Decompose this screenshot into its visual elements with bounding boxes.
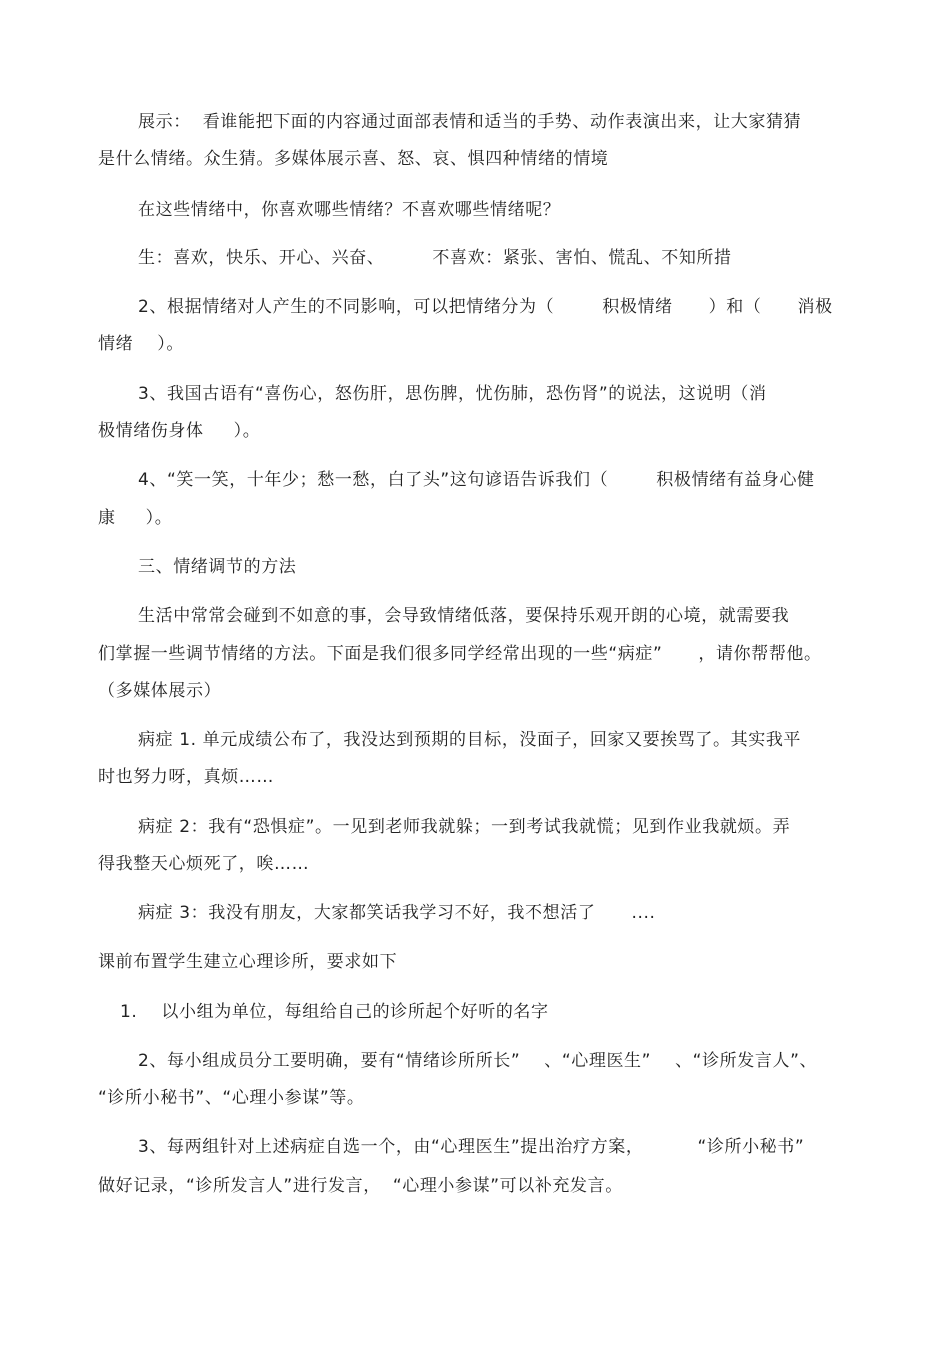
text-line-8: 极情绪伤身体 ）。 (98, 421, 261, 441)
text-line-19: 病症 3：我没有朋友，大家都笑话我学习不好，我不想活了 .... (138, 903, 656, 923)
text-line-16: 时也努力呀，真烦…… (98, 767, 274, 787)
text-line-1: 展示： 看谁能把下面的内容通过面部表情和适当的手势、动作表演出来，让大家猜猜 (138, 112, 802, 132)
text-line-15: 病症 1. 单元成绩公布了，我没达到预期的目标，没面子，回家又要挨骂了。其实我平 (138, 730, 802, 750)
text-line-6: 情绪 ）。 (98, 334, 184, 354)
text-line-22: 2、每小组成员分工要明确，要有“情绪诊所所长” 、“心理医生” 、“诊所发言人”、 (138, 1051, 818, 1071)
text-line-24: 3、每两组针对上述病症自选一个，由“心理医生”提出治疗方案， “诊所小秘书” (138, 1137, 805, 1157)
text-line-5: 2、根据情绪对人产生的不同影响，可以把情绪分为（ 积极情绪 ）和（ 消极 (138, 297, 833, 317)
text-line-10: 康 ）。 (98, 508, 173, 528)
text-line-7: 3、我国古语有“喜伤心，怒伤肝，思伤脾，忧伤肺，恐伤肾”的说法，这说明（消 (138, 384, 767, 404)
text-line-25: 做好记录，“诊所发言人”进行发言， “心理小参谋”可以补充发言。 (98, 1176, 623, 1196)
text-line-2: 是什么情绪。众生猜。多媒体展示喜、怒、哀、惧四种情绪的情境 (98, 149, 609, 169)
text-line-18: 得我整天心烦死了，唉…… (98, 854, 310, 874)
text-line-17: 病症 2：我有“恐惧症”。一见到老师我就躲；一到考试我就慌；见到作业我就烦。弄 (138, 817, 791, 837)
section-heading: 三、情绪调节的方法 (138, 557, 297, 577)
text-line-23: “诊所小秘书”、“心理小参谋”等。 (98, 1088, 365, 1108)
text-line-20: 课前布置学生建立心理诊所，要求如下 (98, 952, 398, 972)
text-line-21: 1. 以小组为单位，每组给自己的诊所起个好听的名字 (120, 1002, 549, 1022)
text-line-4: 生：喜欢，快乐、开心、兴奋、 不喜欢：紧张、害怕、慌乱、不知所措 (138, 248, 732, 268)
text-line-3: 在这些情绪中，你喜欢哪些情绪？不喜欢哪些情绪呢？ (138, 200, 561, 220)
text-line-14: （多媒体展示） (98, 681, 222, 701)
text-line-12: 生活中常常会碰到不如意的事，会导致情绪低落，要保持乐观开朗的心境，就需要我 (138, 606, 790, 626)
text-line-9: 4、“笑一笑，十年少；愁一愁，白了头”这句谚语告诉我们（ 积极情绪有益身心健 (138, 470, 815, 490)
text-line-13: 们掌握一些调节情绪的方法。下面是我们很多同学经常出现的一些“病症” ，请你帮帮他。 (98, 644, 822, 664)
